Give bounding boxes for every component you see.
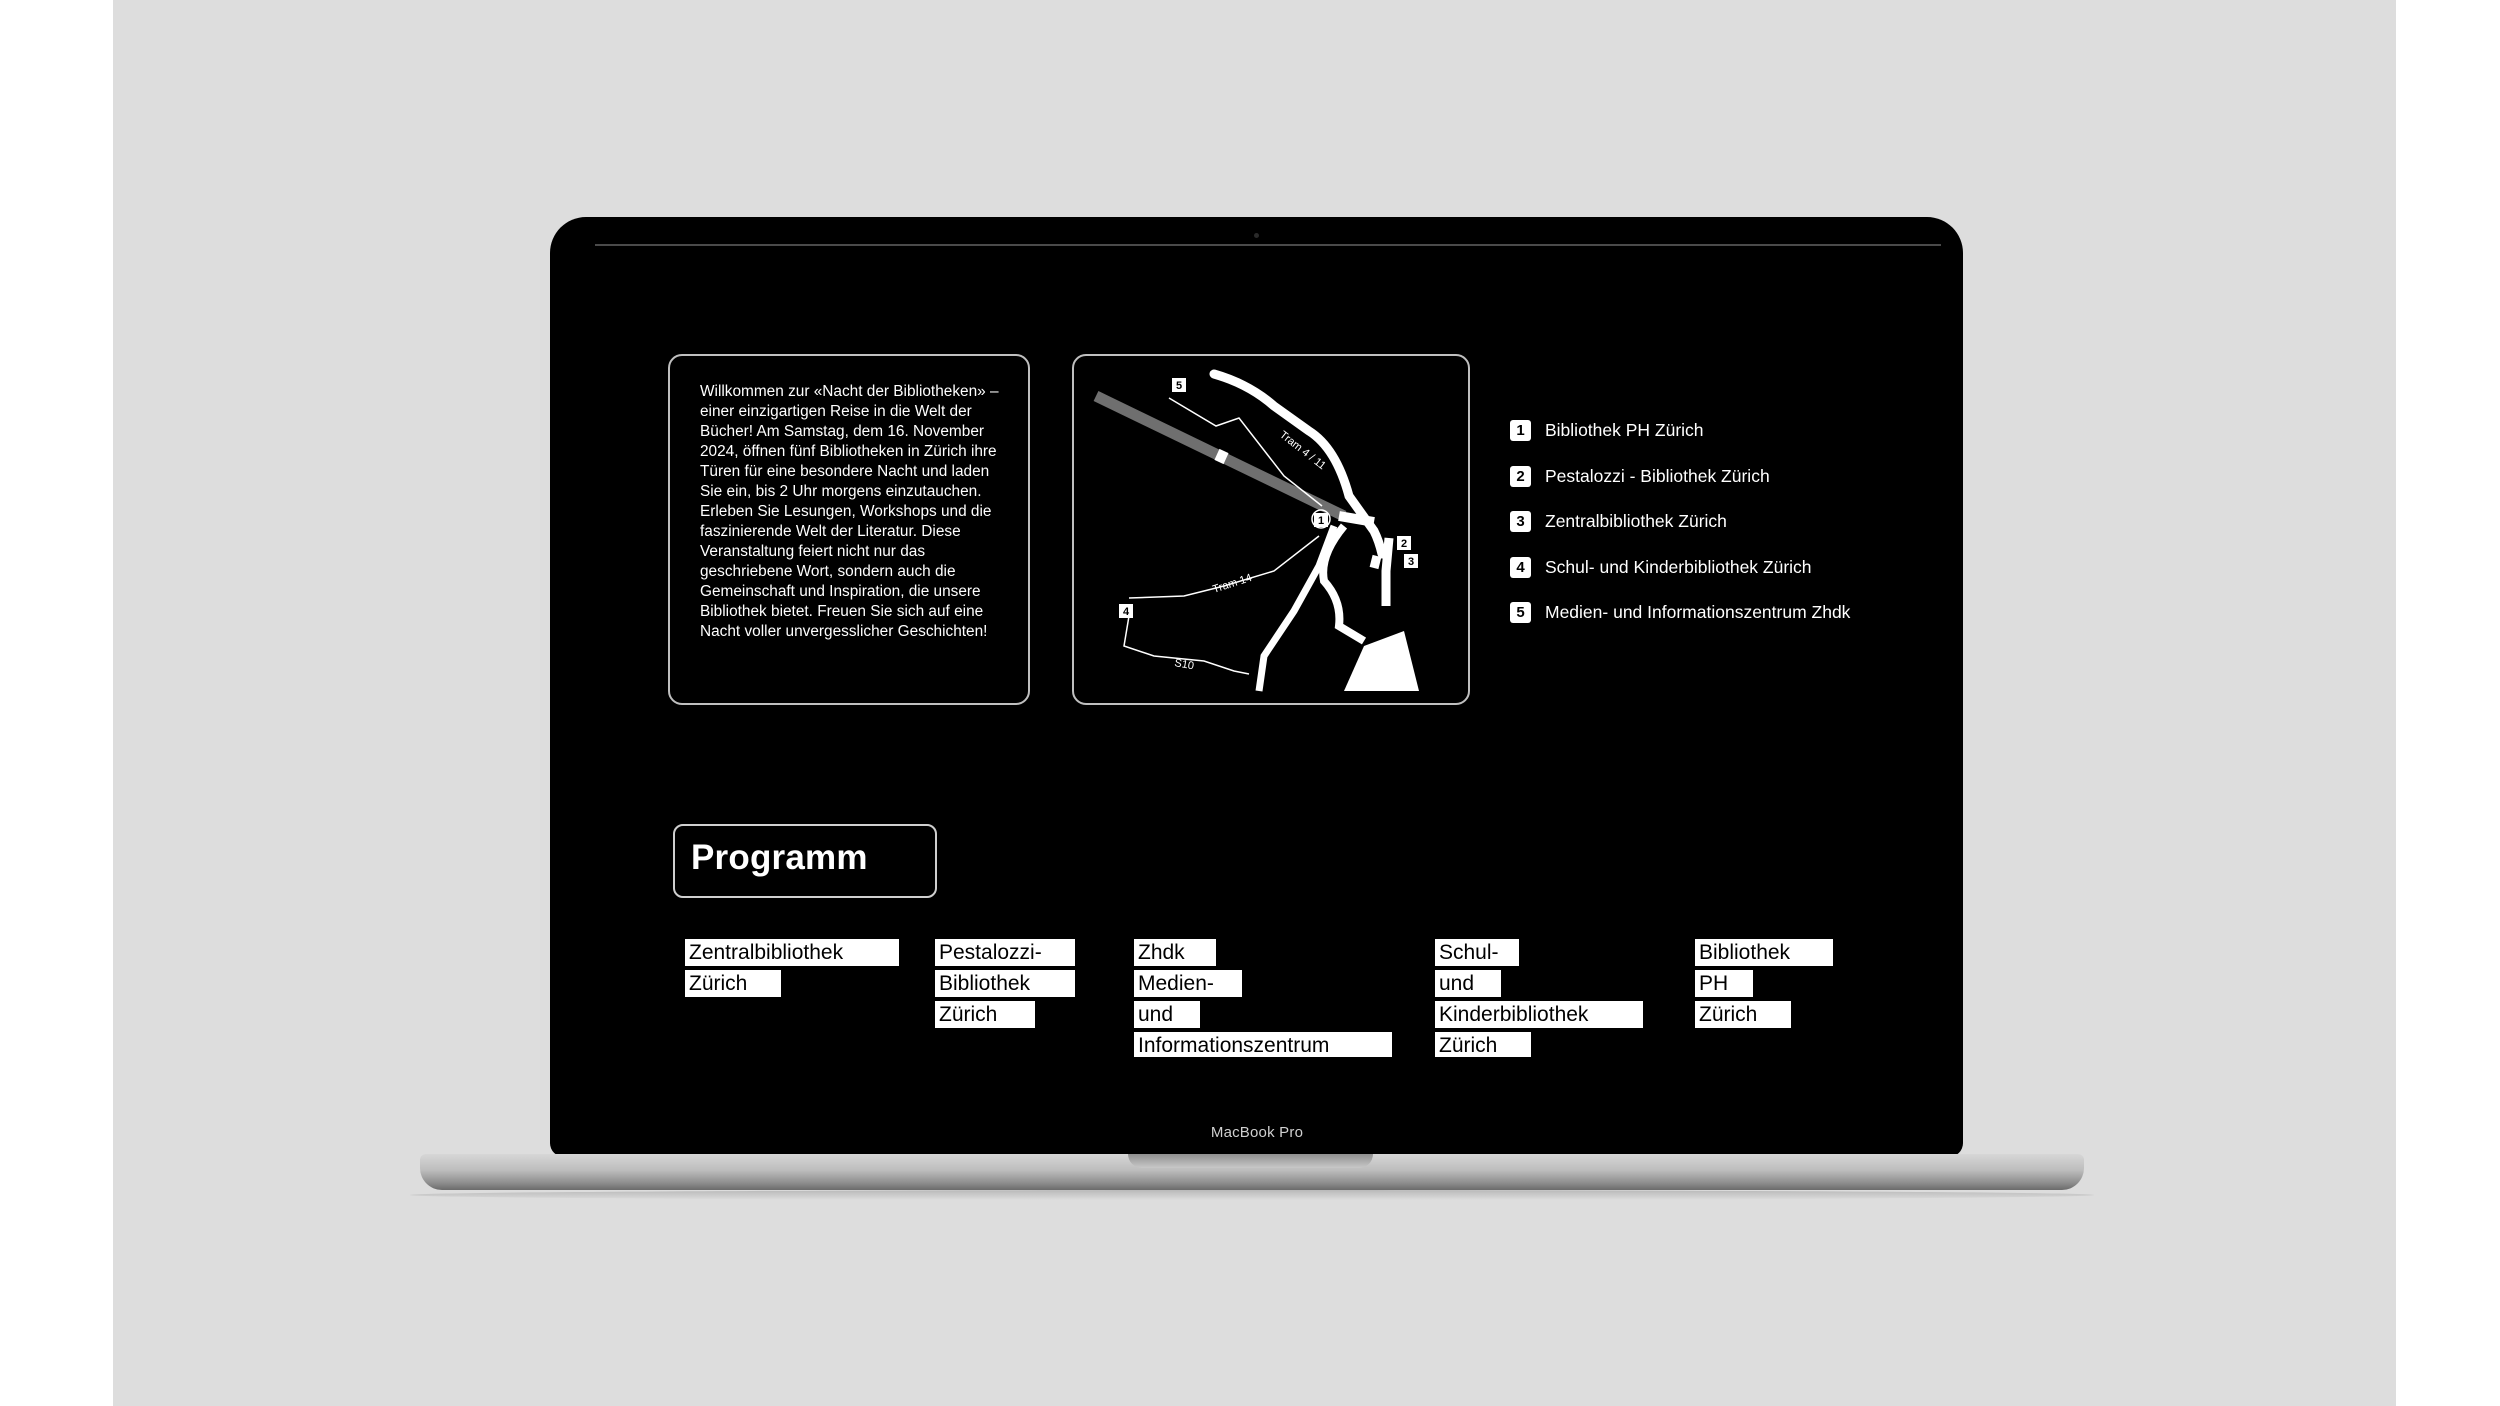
map-marker-1[interactable] — [1314, 513, 1328, 527]
program-column-zhdk[interactable] — [1134, 939, 1392, 1057]
program-column-schul-kinderbibliothek[interactable] — [1435, 939, 1643, 1057]
device-label: MacBook Pro — [1210, 1124, 1304, 1141]
welcome-text: Willkommen zur «Nacht der Bibliotheken» – einer einzigartigen Reise in die Welt der Bücher! Am Samstag, dem 16. November 2024, öffnen fünf Bibliotheken in Zürich ihre Türen für eine besondere Nacht und laden Sie ein, bis 2 Uhr morgens einzutauchen. Erleben Sie Lesungen, Workshops und die faszinierende Welt der Literatur. Diese Veranstaltung feiert nicht nur das geschriebene Wort, sondern auch die Gemeinschaft und Inspiration, die unsere Bibliothek bietet. Freuen Sie sich auf eine Nacht voller unvergesslicher Geschichten! — [700, 383, 999, 640]
svg-text:3: 3 — [1407, 556, 1415, 568]
screen-top-divider — [595, 244, 1941, 246]
street-mid-b — [1259, 526, 1334, 691]
map-graphic — [1074, 356, 1470, 705]
laptop-screen — [550, 217, 1963, 1157]
camera-icon — [1254, 233, 1259, 238]
program-tag: Zürich — [935, 1001, 1035, 1028]
library-legend — [1510, 408, 1940, 636]
legend-label: Schul- und Kinderbibliothek Zürich — [1545, 556, 1812, 577]
program-heading-box — [673, 824, 937, 898]
program-tag: Kinderbibliothek — [1435, 1001, 1643, 1028]
laptop-notch — [1128, 1154, 1373, 1168]
label-s10: S10 — [1173, 657, 1195, 673]
program-tag: Pestalozzi- — [935, 939, 1075, 966]
program-tag: und — [1435, 970, 1501, 997]
rail-station-mark — [1219, 451, 1224, 462]
laptop-shadow — [410, 1190, 2094, 1200]
program-column-ph-zuerich[interactable] — [1695, 939, 1833, 1032]
program-column-pestalozzi[interactable] — [935, 939, 1075, 1032]
welcome-card — [668, 354, 1030, 705]
program-tag: Medien- — [1134, 970, 1242, 997]
map-marker-2[interactable] — [1397, 536, 1411, 550]
street-right-a — [1386, 538, 1389, 606]
legend-number: 5 — [1510, 602, 1531, 623]
program-tag: Zürich — [685, 970, 781, 997]
street-right-b — [1374, 556, 1377, 568]
program-tag: Zürich — [1435, 1032, 1531, 1057]
legend-number: 3 — [1510, 511, 1531, 532]
program-tag: und — [1134, 1001, 1200, 1028]
program-tag: Informationszentrum — [1134, 1032, 1392, 1057]
legend-label: Bibliothek PH Zürich — [1545, 420, 1704, 441]
route-map[interactable] — [1072, 354, 1470, 705]
label-tram-4-11: Tram 4 / 11 — [1277, 428, 1328, 473]
map-marker-4[interactable] — [1119, 604, 1133, 618]
svg-text:2: 2 — [1400, 538, 1408, 550]
legend-item[interactable] — [1510, 499, 1940, 545]
legend-item[interactable] — [1510, 408, 1940, 454]
program-tag: Bibliothek — [935, 970, 1075, 997]
program-tag: PH — [1695, 970, 1753, 997]
legend-item[interactable] — [1510, 454, 1940, 500]
legend-label: Zentralbibliothek Zürich — [1545, 511, 1727, 532]
program-tag: Zürich — [1695, 1001, 1791, 1028]
legend-label: Medien- und Informationszentrum Zhdk — [1545, 602, 1851, 623]
program-tag: Schul- — [1435, 939, 1519, 966]
label-tram-14: Tram 14 — [1211, 571, 1254, 596]
legend-number: 1 — [1510, 420, 1531, 441]
program-tag: Zentralbibliothek — [685, 939, 899, 966]
program-column-zentralbibliothek[interactable] — [685, 939, 899, 1001]
svg-text:1: 1 — [1317, 515, 1325, 527]
legend-number: 4 — [1510, 557, 1531, 578]
station-marker-1-area — [1339, 516, 1374, 522]
svg-text:4: 4 — [1122, 606, 1130, 618]
legend-label: Pestalozzi - Bibliothek Zürich — [1545, 465, 1770, 486]
svg-text:5: 5 — [1175, 380, 1183, 392]
legend-item[interactable] — [1510, 545, 1940, 591]
map-marker-5[interactable] — [1172, 378, 1186, 392]
program-tag: Bibliothek — [1695, 939, 1833, 966]
map-marker-3[interactable] — [1404, 554, 1418, 568]
program-title: Programm — [691, 838, 868, 877]
legend-number: 2 — [1510, 466, 1531, 487]
program-tag: Zhdk — [1134, 939, 1216, 966]
legend-item[interactable] — [1510, 590, 1940, 636]
